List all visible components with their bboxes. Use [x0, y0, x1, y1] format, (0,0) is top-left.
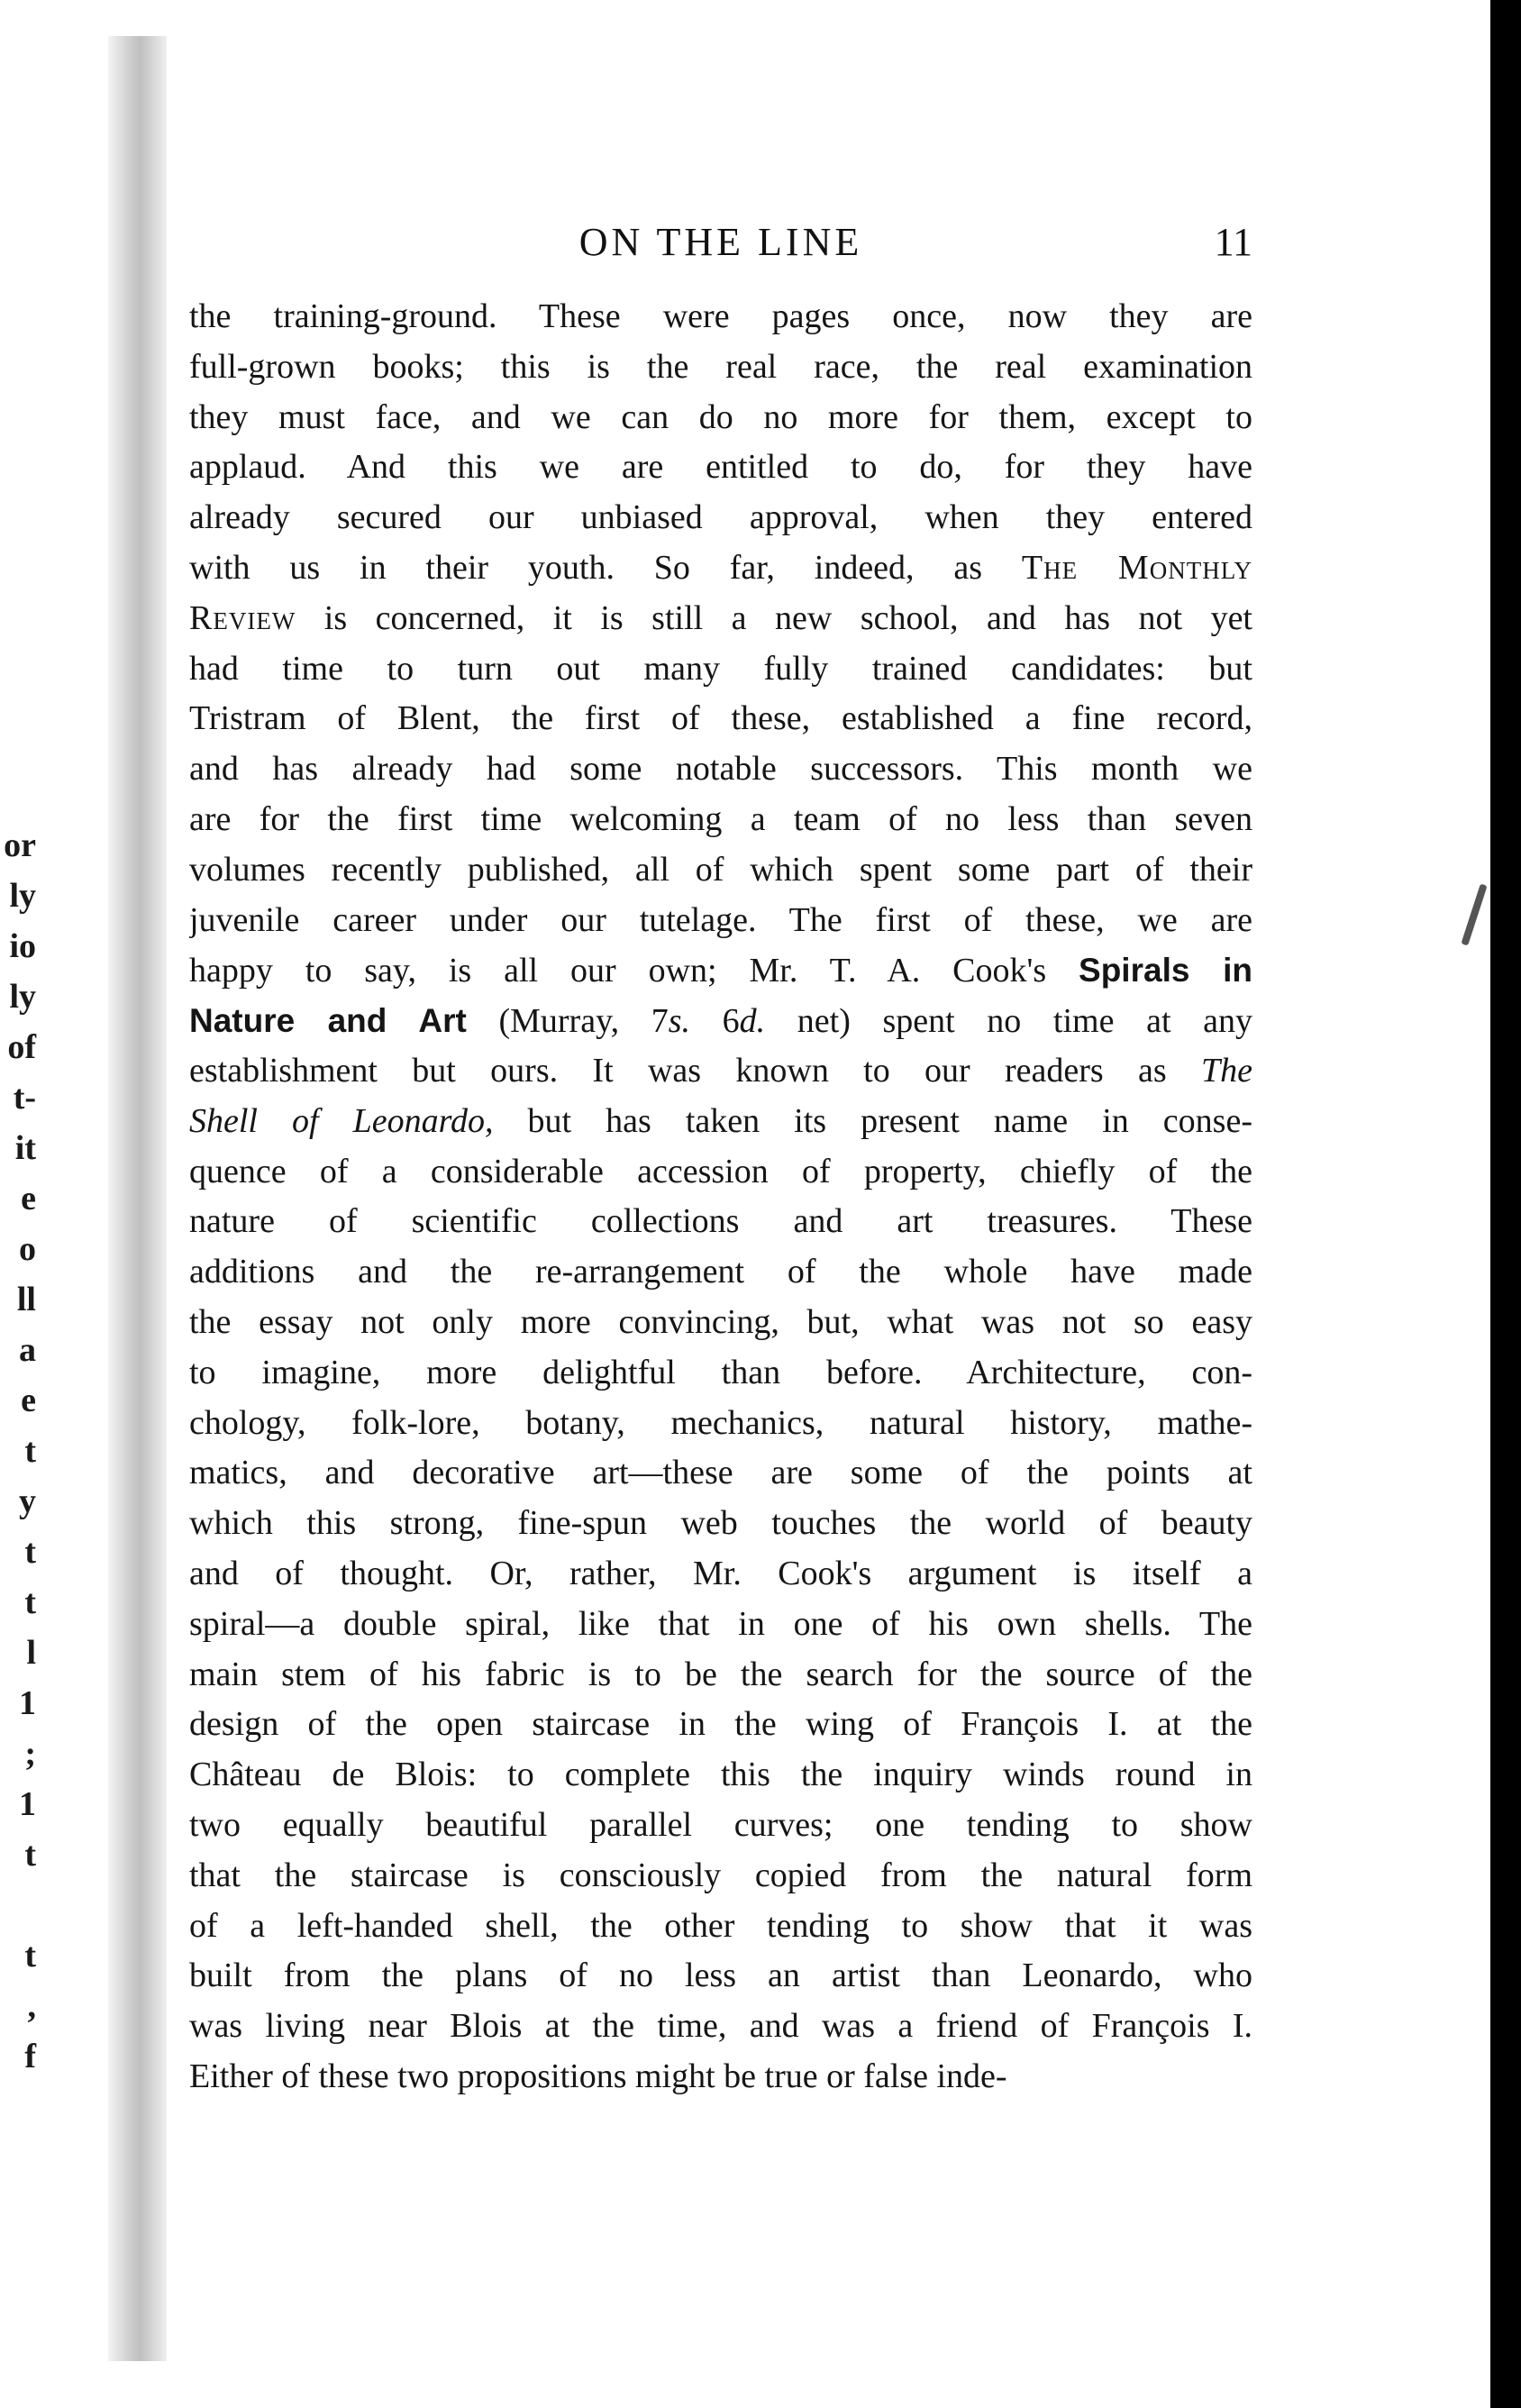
facing-page-fragment: y [19, 1482, 36, 1520]
text-line [189, 1399, 1252, 1449]
line-text: two equally beautiful parallel curves; one tending to show [189, 1805, 1252, 1844]
text-line [189, 342, 1252, 393]
facing-page-fragment: e [21, 1180, 36, 1218]
facing-page-fragment: it [14, 1129, 36, 1167]
line-text: design of the open staircase in the wing of François I. at the [189, 1705, 1252, 1744]
text-line [189, 1801, 1252, 1851]
facing-page-fragment: 1 [19, 1684, 36, 1722]
line-text: main stem of his fabric is to be the search for the source of the [189, 1655, 1252, 1693]
facing-page-fragment: t [24, 1583, 36, 1621]
facing-page-fragment: ll [16, 1281, 36, 1318]
running-head [189, 219, 1252, 273]
text-line [189, 1448, 1252, 1499]
line-text: matics, and decorative art—these are some of the points at [189, 1454, 1252, 1492]
line-text: 6 [690, 1002, 740, 1041]
line-text: that the staircase is consciously copied from the natural form [189, 1856, 1252, 1894]
italic-text: d. [739, 1002, 766, 1041]
page-edge-mark [1461, 883, 1487, 945]
text-line [189, 1851, 1252, 1902]
text-line [189, 896, 1252, 946]
facing-page-fragment: t [24, 1432, 36, 1470]
line-text: full-grown books; this is the real race, the real examination [189, 347, 1252, 386]
text-line [189, 543, 1252, 594]
line-text: net) spent no time at any [765, 1002, 1252, 1041]
text-line [189, 694, 1252, 744]
book-title-text: Spirals in [1079, 952, 1252, 990]
facing-page-fragment: t [24, 1836, 36, 1874]
italic-text: Shell of Leonardo, [189, 1101, 494, 1140]
text-line [189, 1097, 1252, 1147]
text-line [189, 292, 1252, 342]
line-text: juvenile career under our tutelage. The first of these, we are [189, 900, 1252, 939]
text-line [189, 1247, 1252, 1298]
text-line [189, 1750, 1252, 1801]
book-title-text: Nature and Art [189, 1002, 467, 1040]
text-line [189, 1951, 1252, 2002]
facing-page-fragment: t [24, 1937, 36, 1975]
running-head-title: ON THE LINE [578, 220, 863, 264]
facing-page-fragment: ; [24, 1735, 36, 1773]
facing-page-fragment: a [19, 1331, 36, 1369]
text-line [189, 1348, 1252, 1399]
line-text: which this strong, fine-spun web touches the world of beauty [189, 1504, 1252, 1543]
italic-text: s. [668, 1002, 691, 1041]
line-text: chology, folk-lore, botany, mechanics, natural history, mathe- [189, 1403, 1252, 1442]
line-text: but has taken its present name in conse- [493, 1101, 1252, 1140]
line-text: and of thought. Or, rather, Mr. Cook's argument is itself a [189, 1554, 1252, 1592]
text-line [189, 644, 1252, 695]
small-caps-text: The Monthly [1021, 548, 1252, 587]
line-text: the essay not only more convincing, but, what was not so easy [189, 1302, 1252, 1341]
line-text: establishment but ours. It was known to our readers as [189, 1051, 1201, 1090]
line-text: had time to turn out many fully trained candidates: but [189, 649, 1252, 688]
text-line [189, 795, 1252, 845]
text-line [189, 442, 1252, 493]
line-text: Château de Blois: to complete this the inquiry winds round in [189, 1756, 1252, 1794]
text-line [189, 594, 1252, 644]
small-caps-text: Review [189, 598, 296, 637]
line-text: volumes recently published, all of which spent some part of their [189, 850, 1252, 889]
facing-page-fragment: io [9, 927, 36, 965]
facing-page-fragment: o [19, 1230, 36, 1268]
text-line [189, 1298, 1252, 1348]
text-line [189, 493, 1252, 543]
text-line [189, 1650, 1252, 1701]
text-line [189, 1197, 1252, 1247]
binding-gutter [108, 36, 167, 2361]
text-line [189, 1902, 1252, 1952]
italic-text: The [1201, 1051, 1252, 1090]
line-text: additions and the re-arrangement of the whole have made [189, 1253, 1252, 1291]
facing-page-fragment: 1 [19, 1785, 36, 1823]
facing-page-fragment [0, 1880, 36, 1930]
facing-page-fragment: t [24, 1533, 36, 1571]
text-line [189, 1046, 1252, 1097]
line-text: built from the plans of no less an artist than Leonardo, who [189, 1957, 1252, 1995]
text-line [189, 393, 1252, 443]
text-line [189, 996, 1252, 1046]
page-number: 11 [1214, 220, 1252, 264]
text-line [189, 1147, 1252, 1198]
line-text: nature of scientific collections and art treasures. These [189, 1202, 1252, 1241]
line-text: applaud. And this we are entitled to do, for they have [189, 448, 1252, 487]
facing-page-fragment: of [7, 1028, 36, 1066]
text-line [189, 744, 1252, 795]
text-line [189, 2052, 1252, 2102]
line-text: (Murray, 7 [466, 1002, 669, 1041]
line-text: quence of a considerable accession of property, chiefly of the [189, 1152, 1252, 1190]
line-text: to imagine, more delightful than before. Architecture, con- [189, 1353, 1252, 1391]
body-text [189, 292, 1252, 2102]
line-text: is concerned, it is still a new school, and has not yet [296, 598, 1252, 637]
text-line [189, 2002, 1252, 2052]
line-text: spiral—a double spiral, like that in one of his own shells. The [189, 1604, 1252, 1643]
facing-page-fragment: , [27, 1987, 36, 2025]
text-line [189, 1549, 1252, 1600]
line-text: Either of these two propositions might be true or false inde- [189, 2057, 1007, 2095]
line-text: with us in their youth. So far, indeed, as [189, 548, 1022, 587]
facing-page-fragment: f [24, 2038, 36, 2075]
line-text: Tristram of Blent, the first of these, established a fine record, [189, 699, 1252, 738]
line-text: happy to say, is all our own; Mr. T. A. Cook's [189, 952, 1079, 990]
line-text: was living near Blois at the time, and was a friend of François I. [189, 2007, 1252, 2046]
line-text: and has already had some notable successors. This month we [189, 750, 1252, 789]
facing-page-fragment: t- [13, 1079, 36, 1117]
facing-page-fragment: e [21, 1382, 36, 1419]
line-text: are for the first time welcoming a team of no less than seven [189, 799, 1252, 838]
facing-page-fragment: l [26, 1634, 36, 1672]
text-line [189, 1499, 1252, 1549]
facing-page-fragment: ly [9, 978, 36, 1016]
line-text: already secured our unbiased approval, when they entered [189, 498, 1252, 537]
facing-page-fragments [0, 820, 36, 2082]
text-line [189, 1600, 1252, 1650]
line-text: they must face, and we can do no more for them, except to [189, 397, 1252, 436]
text-line [189, 945, 1252, 996]
line-text: the training-ground. These were pages once, now they are [189, 297, 1252, 335]
facing-page-fragment: ly [9, 877, 36, 915]
text-line [189, 1700, 1252, 1750]
facing-page-fragment: or [4, 826, 36, 864]
line-text: of a left-handed shell, the other tending to show that it was [189, 1906, 1252, 1945]
text-line [189, 845, 1252, 896]
